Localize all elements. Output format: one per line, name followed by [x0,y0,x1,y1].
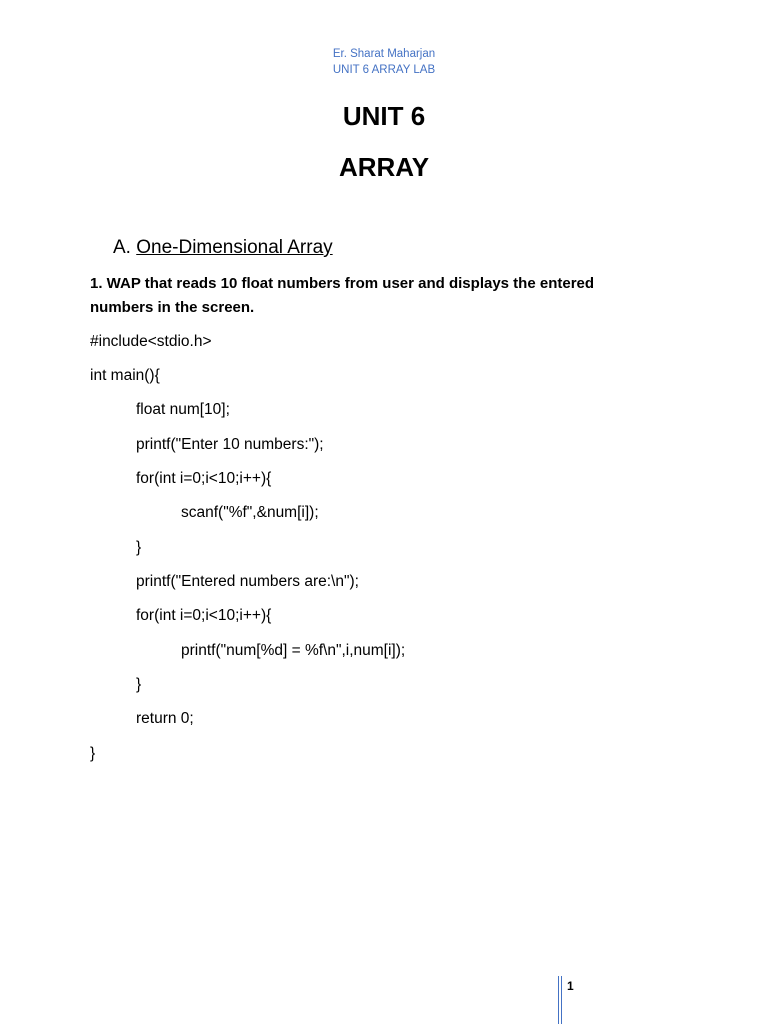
code-line: printf("Entered numbers are:\n"); [136,573,359,590]
code-line: #include<stdio.h> [90,333,212,350]
question-line-1: 1. WAP that reads 10 float numbers from user and displays the entered [90,275,595,292]
code-line: printf("num[%d] = %f\n",i,num[i]); [181,642,406,659]
page-number: 1 [567,979,574,993]
footer-rule [561,976,562,1024]
header-author: Er. Sharat Maharjan [332,48,436,60]
code-line: for(int i=0;i<10;i++){ [136,470,272,487]
code-line: } [90,745,96,762]
question-line-2: numbers in the screen. [90,299,255,316]
code-line: scanf("%f",&num[i]); [181,504,319,521]
section-letter: A. [113,237,137,258]
code-line: return 0; [136,710,194,727]
header-subtitle: UNIT 6 ARRAY LAB [332,64,436,76]
page-header [0,46,768,78]
code-line: } [136,676,142,693]
document-title-line-2: ARRAY [338,152,430,182]
code-line: } [136,539,142,556]
section-heading [113,236,333,260]
code-line: printf("Enter 10 numbers:"); [136,436,324,453]
code-line: for(int i=0;i<10;i++){ [136,607,272,624]
code-line: int main(){ [90,367,160,384]
footer-rule [558,976,559,1024]
section-name: One-Dimensional Array [136,237,333,258]
code-line: float num[10]; [136,401,230,418]
question-text [90,272,650,320]
document-title-line-1: UNIT 6 [342,101,426,131]
